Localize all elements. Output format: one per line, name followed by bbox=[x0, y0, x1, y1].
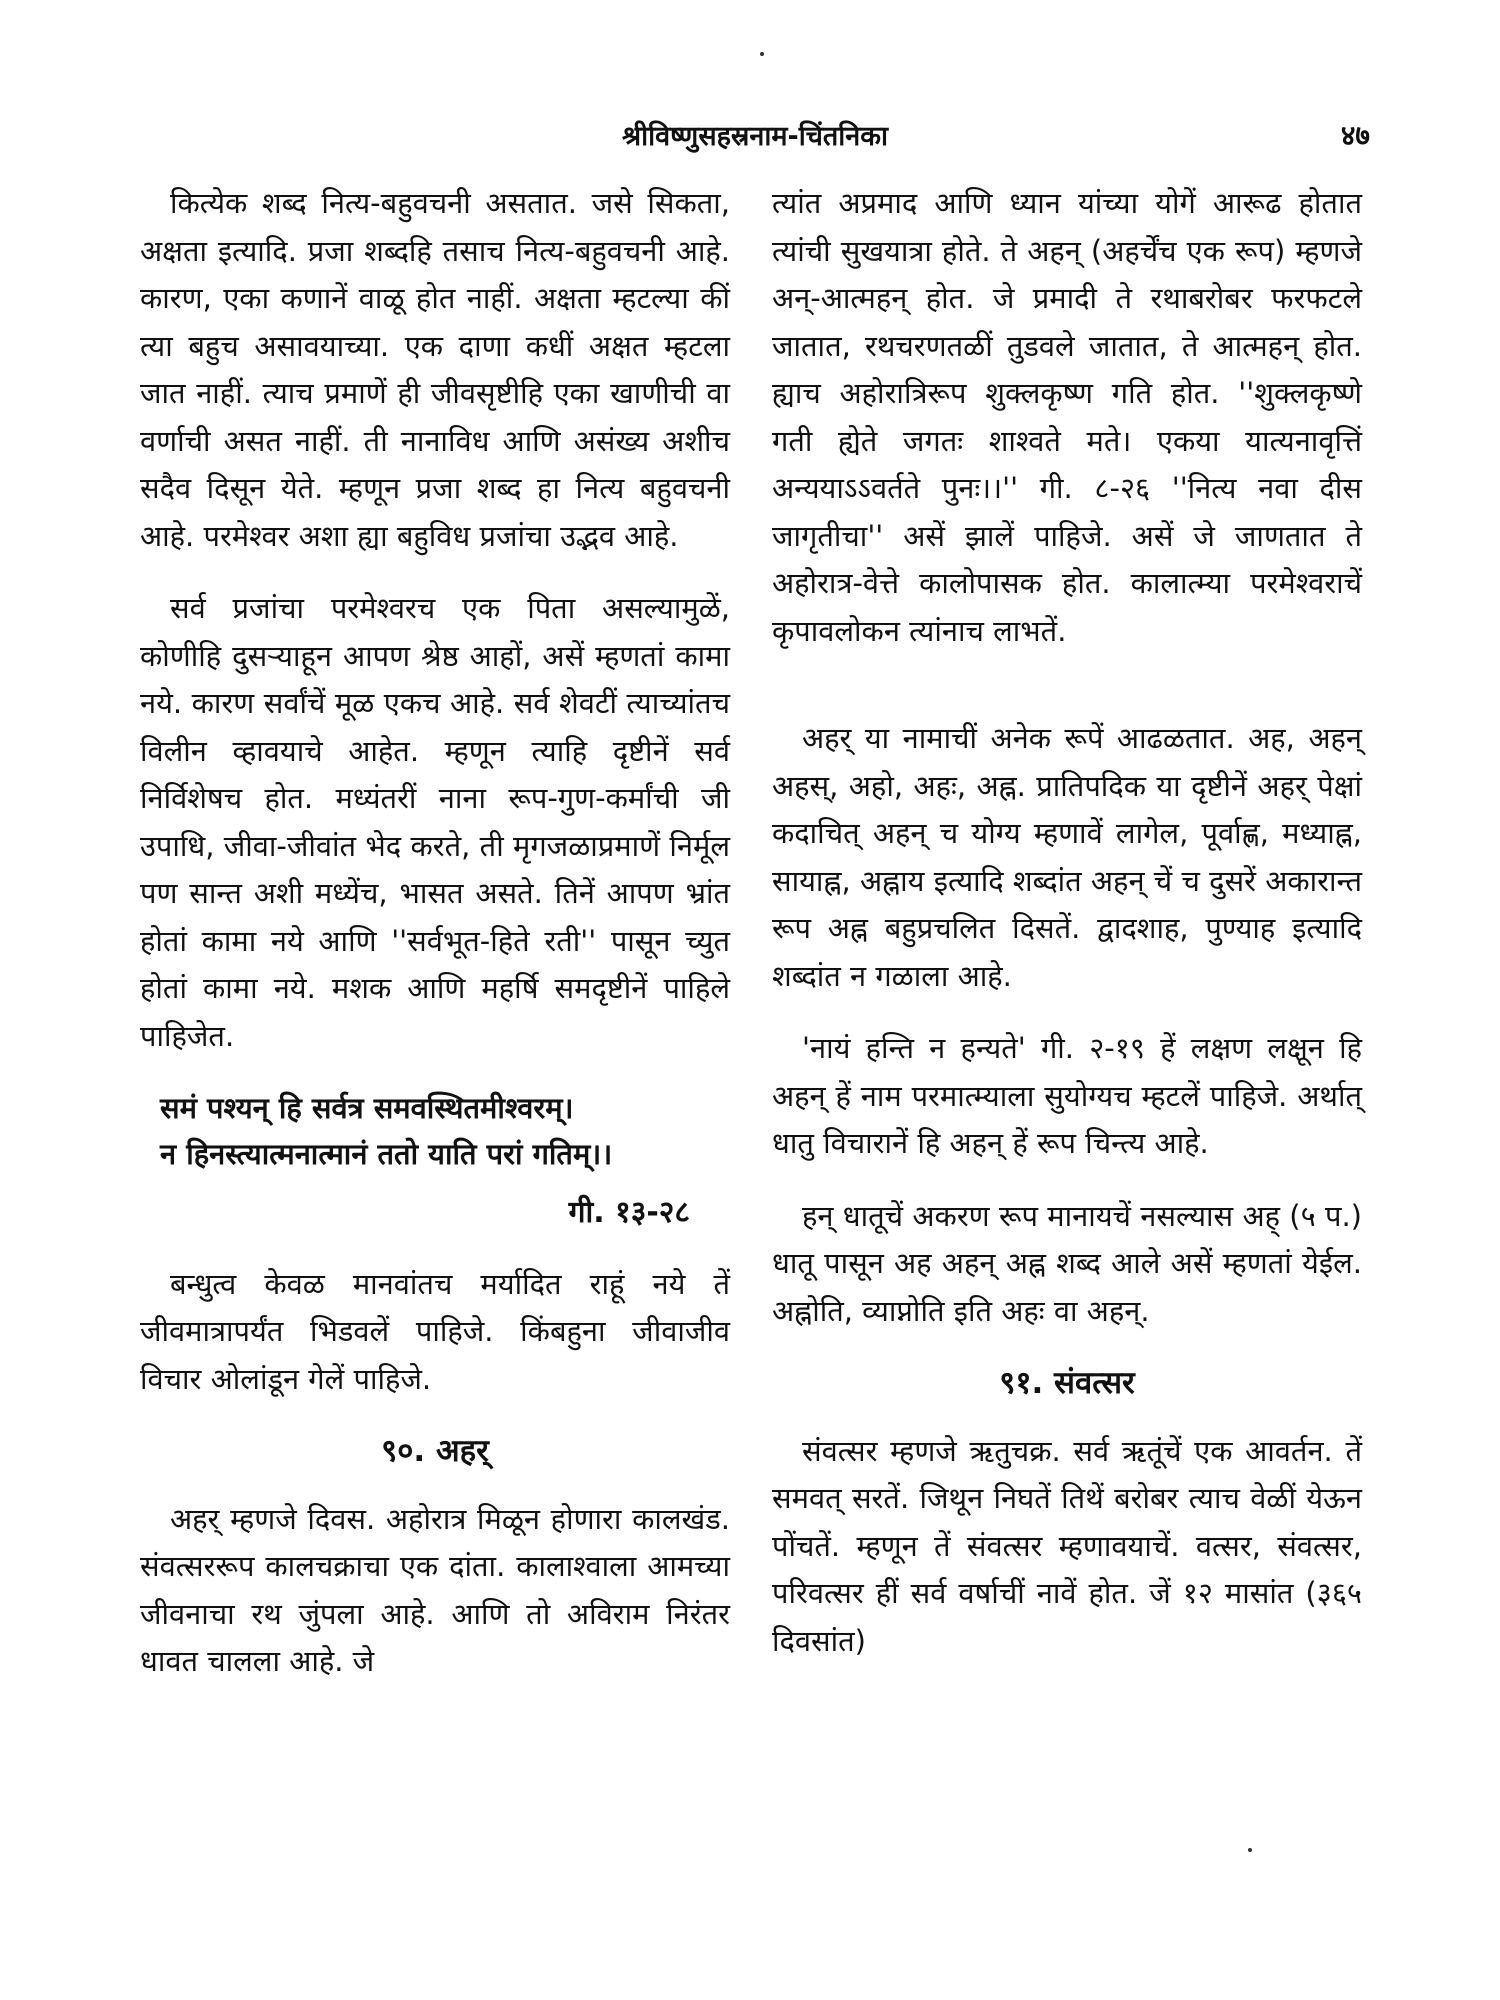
verse-reference: गी. १३-२८ bbox=[568, 1195, 690, 1230]
paragraph: त्यांत अप्रमाद आणि ध्यान यांच्या योगें आरूढ होतात त्यांची सुखयात्रा होते. ते अहन् (अहर्चेंच एक रूप) म्हणजे अन्-आत्महन् होत. जे प्रमादी ते रथाबरोबर फरफटले जातात, रथचरणतळीं तुडवले जातात, ते आत्महन् होत. ह्याच अहोरात्रिरूप शुक्लकृष्ण गति होत. ''शुक्लकृष्णे गती ह्येते जगतः शाश्वते मते। एकया यात्यनावृत्तिं अन्ययाऽऽवर्तते पुनः।।'' गी. ८-२६ ''नित्य नवा दीस जागृतीचा'' असें झालें पाहिजे. असें जे जाणतात ते अहोरात्र-वेत्ते कालोपासक होत. कालात्म्या परमेश्वराचें कृपावलोकन त्यांनाच लाभतें. bbox=[772, 186, 1362, 648]
left-column bbox=[140, 180, 730, 1711]
scan-speck bbox=[1248, 1848, 1252, 1852]
paragraph: हन् धातूचें अकरण रूप मानायचें नसल्यास अह् (५ प.) धातू पासून अह अहन् अह्न शब्द आले असें म्हणतां येईल. अह्नोति, व्याप्नोति इति अहः वा अहन्. bbox=[772, 1198, 1362, 1328]
verse-line: न हिनस्त्यात्मनात्मानं ततो याति परां गतिम्।। bbox=[160, 1137, 613, 1171]
page-number: ४७ bbox=[1340, 119, 1370, 152]
paragraph: कित्येक शब्द नित्य-बहुवचनी असतात. जसे सिकता, अक्षता इत्यादि. प्रजा शब्दहि तसाच नित्य-बहुवचनी आहे. कारण, एका कणानें वाळू होत नाहीं. अक्षता म्हटल्या कीं त्या बहुच असावयाच्या. एक दाणा कधीं अक्षत म्हटला जात नाहीं. त्याच प्रमाणें ही जीवसृष्टीहि एका खाणीची वा वर्णाची असत नाहीं. ती नानाविध आणि असंख्य अशीच सदैव दिसून येते. म्हणून प्रजा शब्द हा नित्य बहुवचनी आहे. परमेश्वर अशा ह्या बहुविध प्रजांचा उद्भव आहे. bbox=[140, 186, 730, 553]
paragraph: 'नायं हन्ति न हन्यते' गी. २-१९ हें लक्षण लक्षून हि अहन् हें नाम परमात्म्याला सुयोग्यच म्हटलें पाहिजे. अर्थात् धातु विचारानें हि अहन् हें रूप चिन्त्य आहे. bbox=[772, 1031, 1362, 1160]
sanskrit-verse bbox=[160, 1085, 730, 1177]
section-heading-91: ९१. संवत्सर bbox=[999, 1365, 1135, 1401]
paragraph: संवत्सर म्हणजे ऋतुचक्र. सर्व ऋतूंचें एक आवर्तन. तें समवत् सरतें. जिथून निघतें तिथें बरोबर त्याच वेळीं येऊन पोंचतें. म्हणून तें संवत्सर म्हणावयाचें. वत्सर, संवत्सर, परिवत्सर हीं सर्व वर्षाचीं नावें होत. जें १२ मासांत (३६५ दिवसांत) bbox=[772, 1433, 1362, 1658]
paragraph: अहर् या नामाचीं अनेक रूपें आढळतात. अह, अहन् अहस्, अहो, अहः, अह्न. प्रातिपदिक या दृष्टीनें अहर् पेक्षां कदाचित् अहन् च योग्य म्हणावें लागेल, पूर्वाह्ण, मध्याह्न, सायाह्न, अह्नाय इत्यादि शब्दांत अहन् चें च दुसरें अकारान्त रूप अह्न बहुप्रचलित दिसतें. द्वादशाह, पुण्याह इत्यादि शब्दांत न गळाला आहे. bbox=[772, 721, 1362, 993]
paragraph: बन्धुत्व केवळ मानवांतच मर्यादित राहूं नये तें जीवमात्रापर्यंत भिडवलें पाहिजे. किंबहुना जीवाजीव विचार ओलांडून गेलें पाहिजे. bbox=[140, 1266, 730, 1396]
right-column bbox=[772, 180, 1362, 1690]
page-header bbox=[140, 112, 1370, 152]
paragraph: अहर् म्हणजे दिवस. अहोरात्र मिळून होणारा कालखंड. संवत्सररूप कालचक्राचा एक दांता. कालाश्वाला आमच्या जीवनाचा रथ जुंपला आहे. आणि तो अविराम निरंतर धावत चालला आहे. जे bbox=[140, 1501, 730, 1678]
verse-line: समं पश्यन् हि सर्वत्र समवस्थितमीश्वरम्। bbox=[160, 1091, 574, 1125]
section-heading-90: ९०. अहर् bbox=[381, 1433, 489, 1469]
running-title: श्रीविष्णुसहस्रनाम-चिंतनिका bbox=[621, 121, 888, 152]
paragraph: सर्व प्रजांचा परमेश्वरच एक पिता असल्यामुळें, कोणीहि दुसऱ्याहून आपण श्रेष्ठ आहों, असें म्हणतां कामा नये. कारण सर्वांचें मूळ एकच आहे. सर्व शेवटीं त्याच्यांतच विलीन व्हावयाचे आहेत. म्हणून त्याहि दृष्टीनें सर्व निर्विशेषच होत. मध्यंतरीं नाना रूप-गुण-कर्मांची जी उपाधि, जीवा-जीवांत भेद करते, ती मृगजळाप्रमाणें निर्मूल पण सान्त अशी मध्येंच, भासत असते. तिनें आपण भ्रांत होतां कामा नये आणि ''सर्वभूत-हिते रती'' पासून च्युत होतां कामा नये. मशक आणि महर्षि समदृष्टीनें पाहिले पाहिजेत. bbox=[140, 591, 730, 1053]
scan-speck bbox=[760, 52, 764, 56]
